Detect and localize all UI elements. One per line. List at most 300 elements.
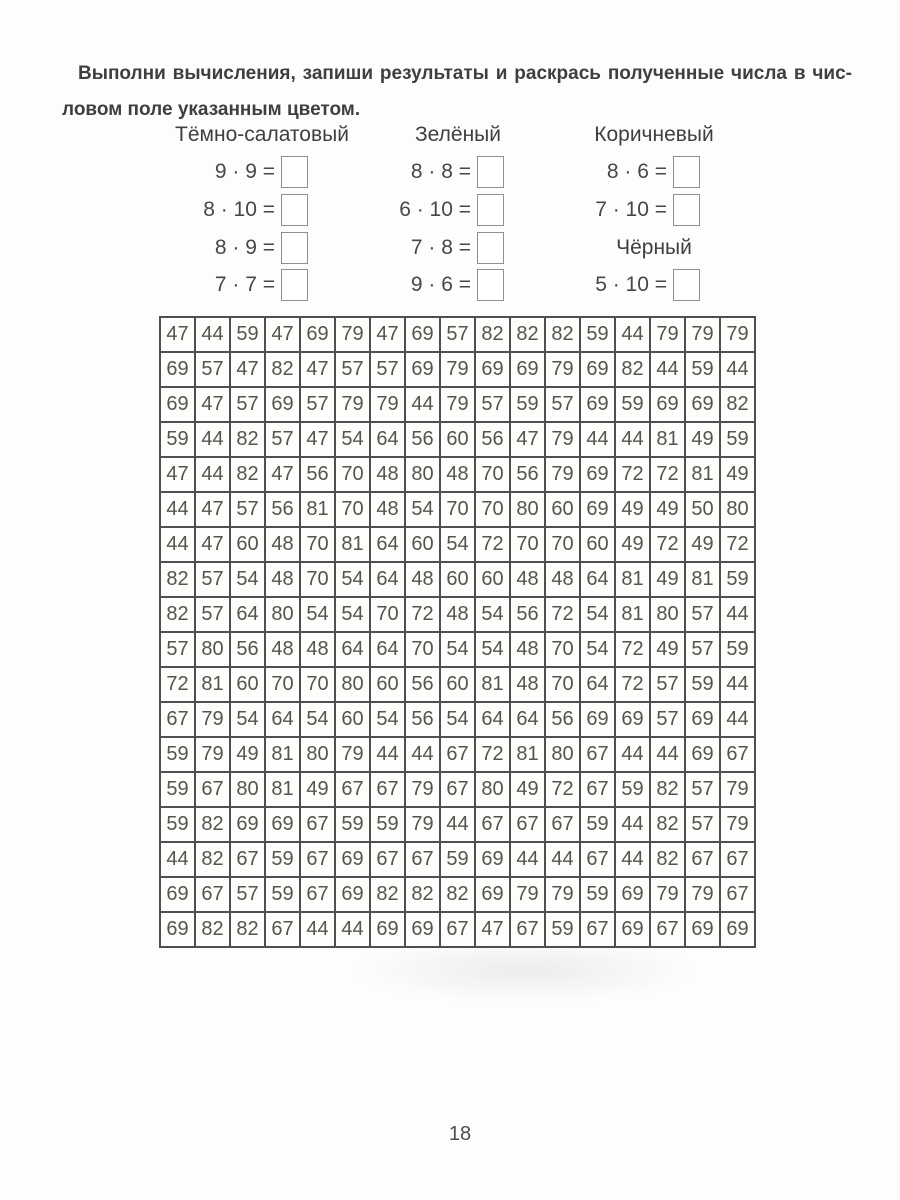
number-cell[interactable]: 67: [546, 808, 581, 843]
number-cell[interactable]: 44: [406, 388, 441, 423]
number-cell[interactable]: 47: [371, 318, 406, 353]
number-cell[interactable]: 72: [546, 598, 581, 633]
number-cell[interactable]: 49: [651, 563, 686, 598]
number-cell[interactable]: 56: [406, 668, 441, 703]
number-cell[interactable]: 54: [441, 703, 476, 738]
number-cell[interactable]: 56: [476, 423, 511, 458]
number-cell[interactable]: 80: [231, 773, 266, 808]
number-cell[interactable]: 44: [161, 843, 196, 878]
number-cell[interactable]: 64: [581, 563, 616, 598]
number-cell[interactable]: 59: [721, 563, 756, 598]
number-cell[interactable]: 54: [301, 598, 336, 633]
number-cell[interactable]: 44: [196, 423, 231, 458]
number-cell[interactable]: 67: [161, 703, 196, 738]
number-cell[interactable]: 81: [476, 668, 511, 703]
number-cell[interactable]: 64: [371, 633, 406, 668]
number-cell[interactable]: 70: [301, 563, 336, 598]
number-cell[interactable]: 79: [441, 353, 476, 388]
number-cell[interactable]: 79: [441, 388, 476, 423]
number-cell[interactable]: 54: [336, 598, 371, 633]
number-cell[interactable]: 59: [616, 773, 651, 808]
number-cell[interactable]: 56: [511, 598, 546, 633]
number-cell[interactable]: 70: [406, 633, 441, 668]
number-cell[interactable]: 54: [441, 633, 476, 668]
number-cell[interactable]: 44: [721, 668, 756, 703]
number-cell[interactable]: 47: [511, 423, 546, 458]
number-cell[interactable]: 69: [161, 388, 196, 423]
number-cell[interactable]: 69: [161, 353, 196, 388]
number-cell[interactable]: 72: [651, 458, 686, 493]
number-cell[interactable]: 60: [476, 563, 511, 598]
number-cell[interactable]: 67: [301, 843, 336, 878]
number-cell[interactable]: 60: [441, 668, 476, 703]
number-cell[interactable]: 44: [616, 423, 651, 458]
number-cell[interactable]: 47: [196, 528, 231, 563]
number-cell[interactable]: 57: [196, 563, 231, 598]
number-cell[interactable]: 48: [511, 633, 546, 668]
answer-box[interactable]: [281, 232, 308, 264]
number-cell[interactable]: 60: [441, 423, 476, 458]
number-cell[interactable]: 67: [721, 878, 756, 913]
number-cell[interactable]: 56: [511, 458, 546, 493]
number-cell[interactable]: 49: [651, 633, 686, 668]
number-cell[interactable]: 47: [301, 423, 336, 458]
number-cell[interactable]: 79: [721, 808, 756, 843]
number-cell[interactable]: 70: [301, 668, 336, 703]
number-cell[interactable]: 57: [686, 808, 721, 843]
number-cell[interactable]: 67: [196, 773, 231, 808]
number-cell[interactable]: 44: [651, 738, 686, 773]
answer-box[interactable]: [477, 232, 504, 264]
number-cell[interactable]: 54: [336, 423, 371, 458]
number-cell[interactable]: 81: [651, 423, 686, 458]
number-cell[interactable]: 79: [406, 773, 441, 808]
number-cell[interactable]: 69: [476, 878, 511, 913]
number-cell[interactable]: 67: [441, 738, 476, 773]
number-cell[interactable]: 70: [441, 493, 476, 528]
number-cell[interactable]: 72: [476, 738, 511, 773]
number-cell[interactable]: 47: [266, 318, 301, 353]
number-cell[interactable]: 69: [616, 703, 651, 738]
number-cell[interactable]: 67: [301, 808, 336, 843]
answer-box[interactable]: [477, 269, 504, 301]
number-cell[interactable]: 47: [476, 913, 511, 948]
answer-box[interactable]: [673, 194, 700, 226]
number-cell[interactable]: 60: [231, 668, 266, 703]
number-cell[interactable]: 48: [266, 633, 301, 668]
number-cell[interactable]: 79: [511, 878, 546, 913]
number-cell[interactable]: 69: [616, 913, 651, 948]
number-cell[interactable]: 64: [511, 703, 546, 738]
number-cell[interactable]: 72: [616, 668, 651, 703]
number-cell[interactable]: 79: [686, 878, 721, 913]
number-cell[interactable]: 49: [301, 773, 336, 808]
number-cell[interactable]: 60: [336, 703, 371, 738]
number-cell[interactable]: 47: [231, 353, 266, 388]
number-cell[interactable]: 82: [651, 773, 686, 808]
number-cell[interactable]: 57: [301, 388, 336, 423]
number-cell[interactable]: 80: [266, 598, 301, 633]
number-cell[interactable]: 70: [546, 668, 581, 703]
number-cell[interactable]: 67: [721, 843, 756, 878]
number-cell[interactable]: 67: [686, 843, 721, 878]
number-cell[interactable]: 59: [231, 318, 266, 353]
answer-box[interactable]: [281, 269, 308, 301]
number-cell[interactable]: 56: [231, 633, 266, 668]
number-cell[interactable]: 81: [266, 738, 301, 773]
number-cell[interactable]: 60: [371, 668, 406, 703]
number-cell[interactable]: 48: [511, 668, 546, 703]
number-cell[interactable]: 56: [546, 703, 581, 738]
number-cell[interactable]: 82: [161, 563, 196, 598]
number-cell[interactable]: 70: [546, 528, 581, 563]
number-cell[interactable]: 57: [231, 493, 266, 528]
number-cell[interactable]: 67: [371, 843, 406, 878]
number-cell[interactable]: 69: [581, 703, 616, 738]
number-cell[interactable]: 72: [161, 668, 196, 703]
number-cell[interactable]: 69: [336, 843, 371, 878]
number-cell[interactable]: 69: [581, 353, 616, 388]
number-cell[interactable]: 81: [686, 563, 721, 598]
number-cell[interactable]: 81: [196, 668, 231, 703]
number-cell[interactable]: 70: [371, 598, 406, 633]
number-cell[interactable]: 70: [336, 493, 371, 528]
number-cell[interactable]: 60: [406, 528, 441, 563]
number-cell[interactable]: 59: [266, 843, 301, 878]
number-cell[interactable]: 82: [161, 598, 196, 633]
number-cell[interactable]: 57: [546, 388, 581, 423]
number-cell[interactable]: 79: [546, 878, 581, 913]
number-cell[interactable]: 59: [581, 318, 616, 353]
number-cell[interactable]: 70: [546, 633, 581, 668]
number-cell[interactable]: 49: [231, 738, 266, 773]
number-cell[interactable]: 69: [476, 843, 511, 878]
answer-box[interactable]: [477, 194, 504, 226]
number-cell[interactable]: 69: [686, 913, 721, 948]
number-cell[interactable]: 70: [336, 458, 371, 493]
number-cell[interactable]: 57: [686, 773, 721, 808]
number-cell[interactable]: 44: [616, 843, 651, 878]
number-cell[interactable]: 54: [441, 528, 476, 563]
number-cell[interactable]: 64: [266, 703, 301, 738]
number-cell[interactable]: 82: [231, 913, 266, 948]
number-cell[interactable]: 47: [301, 353, 336, 388]
number-cell[interactable]: 44: [651, 353, 686, 388]
number-cell[interactable]: 69: [581, 493, 616, 528]
number-cell[interactable]: 59: [686, 353, 721, 388]
number-cell[interactable]: 82: [196, 808, 231, 843]
number-cell[interactable]: 59: [581, 808, 616, 843]
number-cell[interactable]: 80: [721, 493, 756, 528]
number-cell[interactable]: 59: [161, 738, 196, 773]
number-cell[interactable]: 59: [161, 773, 196, 808]
number-cell[interactable]: 69: [686, 738, 721, 773]
number-cell[interactable]: 60: [441, 563, 476, 598]
number-cell[interactable]: 79: [196, 738, 231, 773]
number-cell[interactable]: 54: [581, 598, 616, 633]
number-cell[interactable]: 79: [546, 458, 581, 493]
number-cell[interactable]: 72: [616, 458, 651, 493]
number-cell[interactable]: 69: [161, 878, 196, 913]
number-cell[interactable]: 54: [476, 633, 511, 668]
number-cell[interactable]: 48: [371, 493, 406, 528]
number-cell[interactable]: 57: [651, 668, 686, 703]
number-cell[interactable]: 57: [231, 388, 266, 423]
number-cell[interactable]: 44: [721, 598, 756, 633]
number-cell[interactable]: 44: [196, 318, 231, 353]
number-cell[interactable]: 48: [441, 458, 476, 493]
number-cell[interactable]: 70: [301, 528, 336, 563]
number-cell[interactable]: 72: [721, 528, 756, 563]
number-cell[interactable]: 48: [546, 563, 581, 598]
number-cell[interactable]: 67: [441, 913, 476, 948]
number-cell[interactable]: 79: [196, 703, 231, 738]
number-cell[interactable]: 69: [511, 353, 546, 388]
number-cell[interactable]: 64: [371, 528, 406, 563]
number-cell[interactable]: 81: [336, 528, 371, 563]
number-cell[interactable]: 82: [231, 423, 266, 458]
number-cell[interactable]: 80: [406, 458, 441, 493]
number-cell[interactable]: 82: [511, 318, 546, 353]
number-cell[interactable]: 79: [406, 808, 441, 843]
number-cell[interactable]: 64: [371, 423, 406, 458]
number-cell[interactable]: 44: [161, 528, 196, 563]
number-cell[interactable]: 60: [231, 528, 266, 563]
number-cell[interactable]: 57: [476, 388, 511, 423]
number-cell[interactable]: 69: [406, 318, 441, 353]
number-cell[interactable]: 59: [721, 633, 756, 668]
number-cell[interactable]: 82: [441, 878, 476, 913]
number-cell[interactable]: 57: [196, 353, 231, 388]
number-cell[interactable]: 79: [371, 388, 406, 423]
number-cell[interactable]: 59: [616, 388, 651, 423]
number-cell[interactable]: 82: [651, 843, 686, 878]
number-cell[interactable]: 82: [721, 388, 756, 423]
number-cell[interactable]: 69: [301, 318, 336, 353]
number-cell[interactable]: 44: [196, 458, 231, 493]
number-cell[interactable]: 60: [581, 528, 616, 563]
number-cell[interactable]: 54: [476, 598, 511, 633]
number-cell[interactable]: 69: [651, 388, 686, 423]
number-cell[interactable]: 44: [301, 913, 336, 948]
number-cell[interactable]: 59: [511, 388, 546, 423]
number-cell[interactable]: 82: [371, 878, 406, 913]
number-cell[interactable]: 57: [266, 423, 301, 458]
number-cell[interactable]: 67: [371, 773, 406, 808]
number-cell[interactable]: 54: [301, 703, 336, 738]
number-cell[interactable]: 67: [336, 773, 371, 808]
number-cell[interactable]: 44: [616, 318, 651, 353]
number-cell[interactable]: 81: [616, 598, 651, 633]
number-cell[interactable]: 70: [266, 668, 301, 703]
number-cell[interactable]: 47: [266, 458, 301, 493]
number-cell[interactable]: 79: [651, 318, 686, 353]
number-cell[interactable]: 79: [721, 773, 756, 808]
number-cell[interactable]: 67: [301, 878, 336, 913]
number-cell[interactable]: 49: [721, 458, 756, 493]
number-cell[interactable]: 44: [721, 353, 756, 388]
number-cell[interactable]: 47: [161, 318, 196, 353]
number-cell[interactable]: 79: [686, 318, 721, 353]
number-cell[interactable]: 44: [616, 808, 651, 843]
number-cell[interactable]: 67: [266, 913, 301, 948]
number-cell[interactable]: 59: [266, 878, 301, 913]
number-cell[interactable]: 72: [651, 528, 686, 563]
number-cell[interactable]: 59: [441, 843, 476, 878]
number-cell[interactable]: 49: [616, 528, 651, 563]
number-cell[interactable]: 59: [686, 668, 721, 703]
number-cell[interactable]: 81: [686, 458, 721, 493]
number-cell[interactable]: 59: [371, 808, 406, 843]
number-cell[interactable]: 81: [301, 493, 336, 528]
number-cell[interactable]: 57: [686, 598, 721, 633]
number-cell[interactable]: 48: [266, 563, 301, 598]
number-cell[interactable]: 82: [266, 353, 301, 388]
number-cell[interactable]: 79: [546, 423, 581, 458]
number-cell[interactable]: 64: [371, 563, 406, 598]
number-cell[interactable]: 82: [231, 458, 266, 493]
number-cell[interactable]: 82: [546, 318, 581, 353]
number-cell[interactable]: 80: [196, 633, 231, 668]
number-cell[interactable]: 69: [266, 388, 301, 423]
number-cell[interactable]: 81: [616, 563, 651, 598]
number-cell[interactable]: 49: [511, 773, 546, 808]
number-cell[interactable]: 80: [651, 598, 686, 633]
number-cell[interactable]: 48: [301, 633, 336, 668]
number-cell[interactable]: 67: [581, 843, 616, 878]
number-cell[interactable]: 67: [581, 913, 616, 948]
number-cell[interactable]: 80: [336, 668, 371, 703]
number-cell[interactable]: 44: [546, 843, 581, 878]
number-cell[interactable]: 64: [476, 703, 511, 738]
number-cell[interactable]: 56: [406, 703, 441, 738]
number-cell[interactable]: 44: [581, 423, 616, 458]
number-cell[interactable]: 69: [371, 913, 406, 948]
number-cell[interactable]: 70: [476, 458, 511, 493]
number-cell[interactable]: 79: [546, 353, 581, 388]
number-cell[interactable]: 67: [406, 843, 441, 878]
number-cell[interactable]: 44: [406, 738, 441, 773]
number-cell[interactable]: 82: [196, 843, 231, 878]
number-cell[interactable]: 57: [371, 353, 406, 388]
number-cell[interactable]: 69: [406, 353, 441, 388]
number-cell[interactable]: 47: [161, 458, 196, 493]
number-cell[interactable]: 69: [581, 458, 616, 493]
number-cell[interactable]: 48: [266, 528, 301, 563]
number-cell[interactable]: 44: [336, 913, 371, 948]
number-cell[interactable]: 79: [721, 318, 756, 353]
number-cell[interactable]: 57: [441, 318, 476, 353]
number-cell[interactable]: 67: [651, 913, 686, 948]
number-cell[interactable]: 54: [581, 633, 616, 668]
number-cell[interactable]: 44: [161, 493, 196, 528]
number-cell[interactable]: 69: [161, 913, 196, 948]
number-cell[interactable]: 57: [196, 598, 231, 633]
number-cell[interactable]: 69: [686, 388, 721, 423]
number-cell[interactable]: 56: [301, 458, 336, 493]
number-cell[interactable]: 44: [371, 738, 406, 773]
number-cell[interactable]: 64: [231, 598, 266, 633]
number-cell[interactable]: 49: [686, 423, 721, 458]
number-cell[interactable]: 67: [231, 843, 266, 878]
number-cell[interactable]: 57: [686, 633, 721, 668]
number-cell[interactable]: 82: [476, 318, 511, 353]
number-cell[interactable]: 72: [616, 633, 651, 668]
answer-box[interactable]: [477, 156, 504, 188]
number-cell[interactable]: 81: [511, 738, 546, 773]
number-cell[interactable]: 67: [441, 773, 476, 808]
number-cell[interactable]: 64: [336, 633, 371, 668]
number-cell[interactable]: 48: [511, 563, 546, 598]
number-cell[interactable]: 82: [196, 913, 231, 948]
number-cell[interactable]: 69: [721, 913, 756, 948]
number-cell[interactable]: 69: [336, 878, 371, 913]
number-cell[interactable]: 69: [406, 913, 441, 948]
number-cell[interactable]: 72: [476, 528, 511, 563]
number-cell[interactable]: 67: [476, 808, 511, 843]
number-cell[interactable]: 70: [511, 528, 546, 563]
number-cell[interactable]: 49: [651, 493, 686, 528]
number-cell[interactable]: 44: [616, 738, 651, 773]
number-cell[interactable]: 57: [336, 353, 371, 388]
number-cell[interactable]: 57: [161, 633, 196, 668]
number-cell[interactable]: 67: [581, 773, 616, 808]
number-cell[interactable]: 72: [546, 773, 581, 808]
number-cell[interactable]: 69: [476, 353, 511, 388]
number-cell[interactable]: 79: [651, 878, 686, 913]
number-cell[interactable]: 70: [476, 493, 511, 528]
number-cell[interactable]: 54: [231, 703, 266, 738]
number-cell[interactable]: 80: [476, 773, 511, 808]
number-cell[interactable]: 56: [406, 423, 441, 458]
number-cell[interactable]: 54: [336, 563, 371, 598]
number-cell[interactable]: 59: [721, 423, 756, 458]
number-cell[interactable]: 48: [441, 598, 476, 633]
number-cell[interactable]: 47: [196, 493, 231, 528]
number-cell[interactable]: 67: [511, 808, 546, 843]
number-cell[interactable]: 79: [336, 738, 371, 773]
number-cell[interactable]: 54: [406, 493, 441, 528]
number-cell[interactable]: 69: [266, 808, 301, 843]
number-cell[interactable]: 49: [616, 493, 651, 528]
number-cell[interactable]: 59: [161, 808, 196, 843]
answer-box[interactable]: [281, 194, 308, 226]
number-cell[interactable]: 79: [336, 388, 371, 423]
number-cell[interactable]: 48: [371, 458, 406, 493]
number-cell[interactable]: 54: [231, 563, 266, 598]
number-cell[interactable]: 44: [721, 703, 756, 738]
answer-box[interactable]: [673, 269, 700, 301]
number-cell[interactable]: 69: [581, 388, 616, 423]
number-cell[interactable]: 59: [546, 913, 581, 948]
number-cell[interactable]: 67: [196, 878, 231, 913]
number-cell[interactable]: 80: [511, 493, 546, 528]
number-cell[interactable]: 59: [161, 423, 196, 458]
number-cell[interactable]: 56: [266, 493, 301, 528]
number-cell[interactable]: 49: [686, 528, 721, 563]
number-cell[interactable]: 67: [511, 913, 546, 948]
number-cell[interactable]: 57: [651, 703, 686, 738]
answer-box[interactable]: [281, 156, 308, 188]
number-cell[interactable]: 81: [266, 773, 301, 808]
number-cell[interactable]: 80: [546, 738, 581, 773]
number-cell[interactable]: 54: [371, 703, 406, 738]
number-cell[interactable]: 59: [336, 808, 371, 843]
answer-box[interactable]: [673, 156, 700, 188]
number-cell[interactable]: 82: [406, 878, 441, 913]
number-cell[interactable]: 80: [301, 738, 336, 773]
number-cell[interactable]: 69: [686, 703, 721, 738]
